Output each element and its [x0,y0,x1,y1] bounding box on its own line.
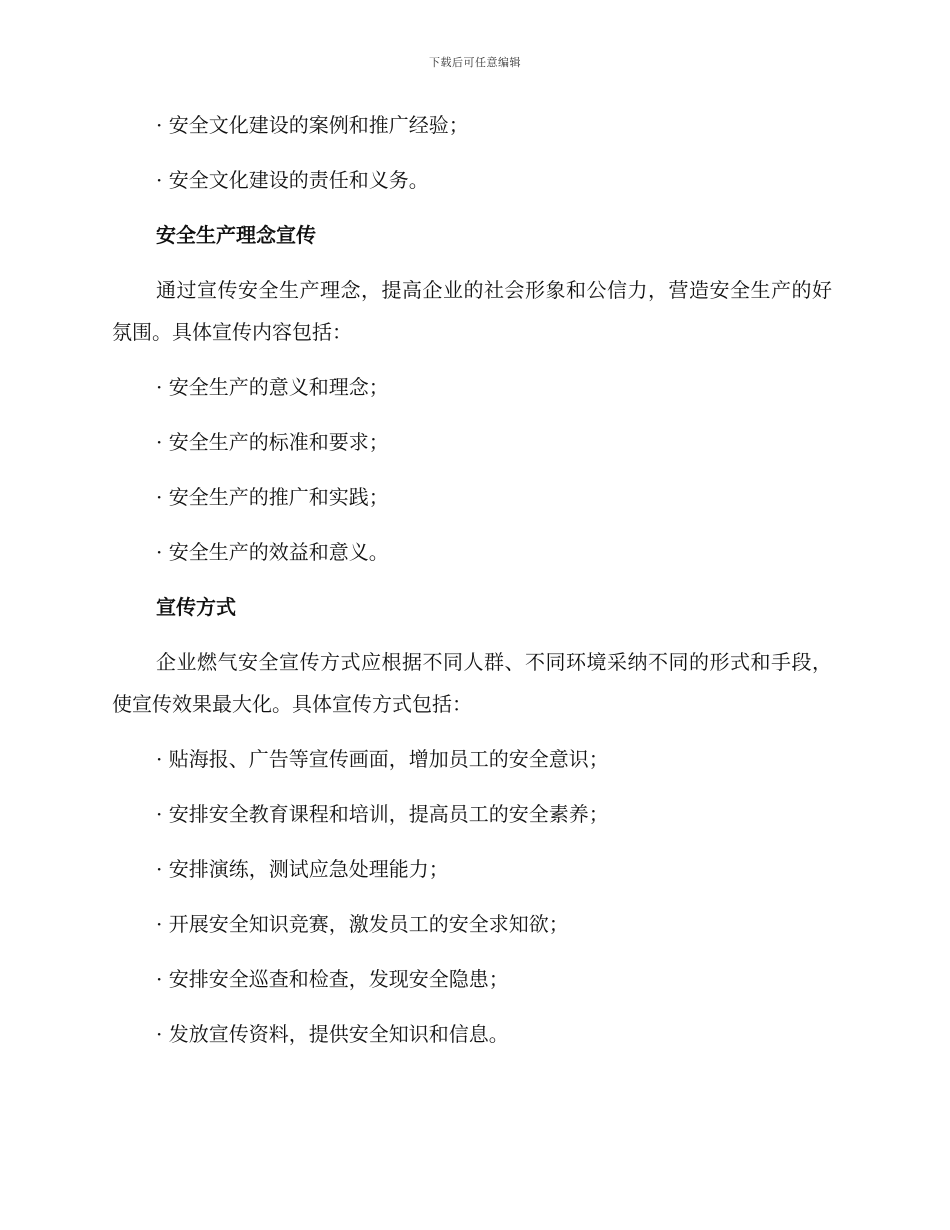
document-body [112,104,832,1068]
paragraph: 通过宣传安全生产理念，提高企业的社会形象和公信力，营造安全生产的好氛围。具体宣传内容包括： [112,278,832,344]
list-item: · 安排安全教育课程和培训，提高员工的安全素养； [156,802,609,826]
list-item: · 安全生产的意义和理念； [156,375,389,399]
list-item: · 安全生产的效益和意义。 [156,540,389,564]
list-item: · 安全文化建设的案例和推广经验； [156,113,469,137]
paragraph: 企业燃气安全宣传方式应根据不同人群、不同环境采纳不同的形式和手段，使宣传效果最大化。具体宣传方式包括： [112,650,832,716]
section-heading: 宣传方式 [156,595,236,619]
list-item: · 贴海报、广告等宣传画面，增加员工的安全意识； [156,747,609,771]
list-item: · 安全生产的推广和实践； [156,485,389,509]
list-item: · 开展安全知识竞赛，激发员工的安全求知欲； [156,912,569,936]
list-item: · 安全文化建设的责任和义务。 [156,168,429,192]
list-item: · 安排演练，测试应急处理能力； [156,857,449,881]
section-heading: 安全生产理念宣传 [156,223,316,247]
list-item: · 发放宣传资料，提供安全知识和信息。 [156,1022,509,1046]
list-item: · 安排安全巡查和检查，发现安全隐患； [156,967,509,991]
list-item: · 安全生产的标准和要求； [156,430,389,454]
page-header: 下载后可任意编辑 [429,56,521,69]
